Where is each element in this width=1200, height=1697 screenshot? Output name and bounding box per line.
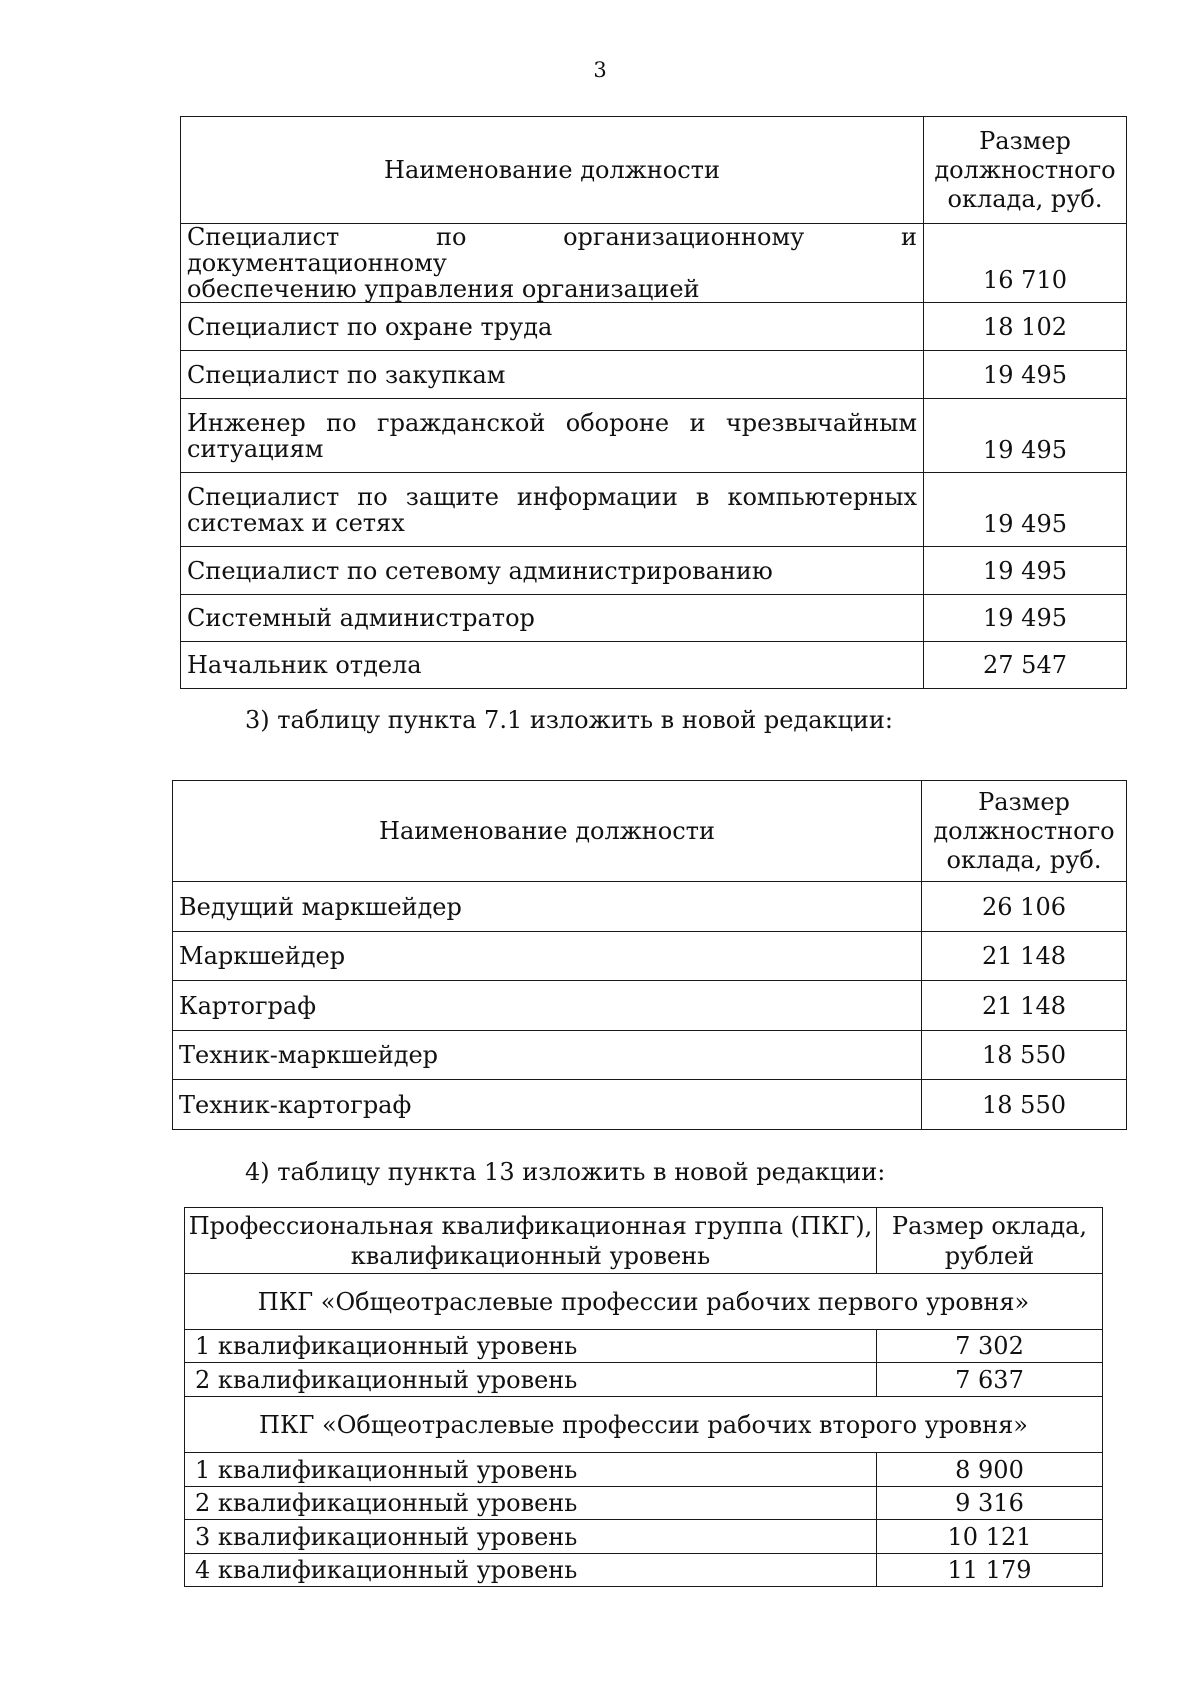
header-group-line: квалификационный уровень xyxy=(350,1241,711,1270)
position-name-line: системах и сетях xyxy=(187,508,405,537)
position-name xyxy=(181,473,924,547)
salary-value: 16 710 xyxy=(924,224,1127,303)
position-name: Картограф xyxy=(173,981,922,1031)
position-name: Системный администратор xyxy=(181,595,924,642)
table-header-row xyxy=(181,117,1127,224)
header-salary-line: Размер xyxy=(979,126,1071,155)
position-name: Специалист по закупкам xyxy=(181,351,924,399)
header-salary-line: Размер оклада, xyxy=(891,1211,1088,1240)
salary-value: 19 495 xyxy=(924,473,1127,547)
position-name: Ведущий маркшейдер xyxy=(173,882,922,932)
position-name: Специалист по сетевому администрированию xyxy=(181,547,924,595)
position-name-line: Специалист по организационному и документационному xyxy=(187,223,917,277)
header-salary-line: рублей xyxy=(944,1241,1035,1270)
salary-value: 19 495 xyxy=(924,351,1127,399)
table-row xyxy=(181,547,1127,595)
table-row xyxy=(181,303,1127,351)
table-row xyxy=(181,351,1127,399)
table-row xyxy=(185,1520,1103,1554)
table-row xyxy=(173,932,1127,981)
position-name-line: Специалист по защите информации в компьютерных xyxy=(187,482,917,511)
header-salary-line: Размер xyxy=(978,787,1070,816)
position-name-line: ситуациям xyxy=(187,434,324,463)
salary-value: 7 637 xyxy=(877,1363,1103,1397)
position-name: Техник-картограф xyxy=(173,1080,922,1130)
salary-value: 21 148 xyxy=(922,981,1127,1031)
position-name: Маркшейдер xyxy=(173,932,922,981)
qualification-level: 4 квалификационный уровень xyxy=(185,1554,877,1587)
table-row xyxy=(181,473,1127,547)
salary-value: 18 102 xyxy=(924,303,1127,351)
header-position-name: Наименование должности xyxy=(181,117,924,224)
table-header-row xyxy=(185,1208,1103,1274)
table-row xyxy=(185,1554,1103,1587)
group-title-row xyxy=(185,1274,1103,1330)
salary-value: 18 550 xyxy=(922,1031,1127,1080)
group-title-row xyxy=(185,1397,1103,1453)
table-row xyxy=(173,981,1127,1031)
salary-value: 10 121 xyxy=(877,1520,1103,1554)
position-name: Техник-маркшейдер xyxy=(173,1031,922,1080)
table-row xyxy=(173,1031,1127,1080)
header-salary-line: должностного xyxy=(933,816,1115,845)
header-salary xyxy=(924,117,1127,224)
header-salary-line: оклада, руб. xyxy=(946,845,1102,874)
qualification-level: 2 квалификационный уровень xyxy=(185,1363,877,1397)
salary-value: 11 179 xyxy=(877,1554,1103,1587)
paragraph-item-4: 4) таблицу пункта 13 изложить в новой редакции: xyxy=(245,1158,886,1186)
salary-value: 19 495 xyxy=(924,399,1127,473)
header-salary-line: оклада, руб. xyxy=(947,184,1103,213)
header-salary-line: должностного xyxy=(934,155,1116,184)
position-name: Специалист по охране труда xyxy=(181,303,924,351)
salary-value: 8 900 xyxy=(877,1453,1103,1487)
salary-value: 9 316 xyxy=(877,1487,1103,1520)
position-name-line: Инженер по гражданской обороне и чрезвычайным xyxy=(187,408,917,437)
group-title: ПКГ «Общеотраслевые профессии рабочих второго уровня» xyxy=(185,1397,1103,1453)
salary-value: 18 550 xyxy=(922,1080,1127,1130)
position-name: Начальник отдела xyxy=(181,642,924,689)
position-name-line: обеспечению управления организацией xyxy=(187,275,700,303)
table-row xyxy=(181,642,1127,689)
qualification-level: 1 квалификационный уровень xyxy=(185,1330,877,1363)
table-row xyxy=(181,595,1127,642)
pkg-salary-table xyxy=(184,1207,1103,1587)
salary-value: 7 302 xyxy=(877,1330,1103,1363)
table-row xyxy=(185,1453,1103,1487)
table-row xyxy=(173,1080,1127,1130)
header-salary xyxy=(922,781,1127,882)
table-row xyxy=(185,1330,1103,1363)
table-header-row xyxy=(173,781,1127,882)
table-row xyxy=(185,1487,1103,1520)
position-name xyxy=(181,399,924,473)
salary-value: 26 106 xyxy=(922,882,1127,932)
table-row xyxy=(185,1363,1103,1397)
salary-value: 19 495 xyxy=(924,547,1127,595)
header-group-line: Профессиональная квалификационная группа (ПКГ), xyxy=(188,1211,873,1240)
table-row xyxy=(173,882,1127,932)
positions-salary-table xyxy=(180,116,1127,689)
header-group-level xyxy=(185,1208,877,1274)
table-row xyxy=(181,224,1127,303)
position-name xyxy=(181,224,924,303)
header-salary xyxy=(877,1208,1103,1274)
salary-value: 19 495 xyxy=(924,595,1127,642)
surveyor-salary-table xyxy=(172,780,1127,1130)
salary-value: 27 547 xyxy=(924,642,1127,689)
qualification-level: 3 квалификационный уровень xyxy=(185,1520,877,1554)
paragraph-item-3: 3) таблицу пункта 7.1 изложить в новой редакции: xyxy=(245,706,894,734)
page-number: 3 xyxy=(593,58,607,82)
group-title: ПКГ «Общеотраслевые профессии рабочих первого уровня» xyxy=(185,1274,1103,1330)
qualification-level: 1 квалификационный уровень xyxy=(185,1453,877,1487)
table-row xyxy=(181,399,1127,473)
salary-value: 21 148 xyxy=(922,932,1127,981)
qualification-level: 2 квалификационный уровень xyxy=(185,1487,877,1520)
header-position-name: Наименование должности xyxy=(173,781,922,882)
